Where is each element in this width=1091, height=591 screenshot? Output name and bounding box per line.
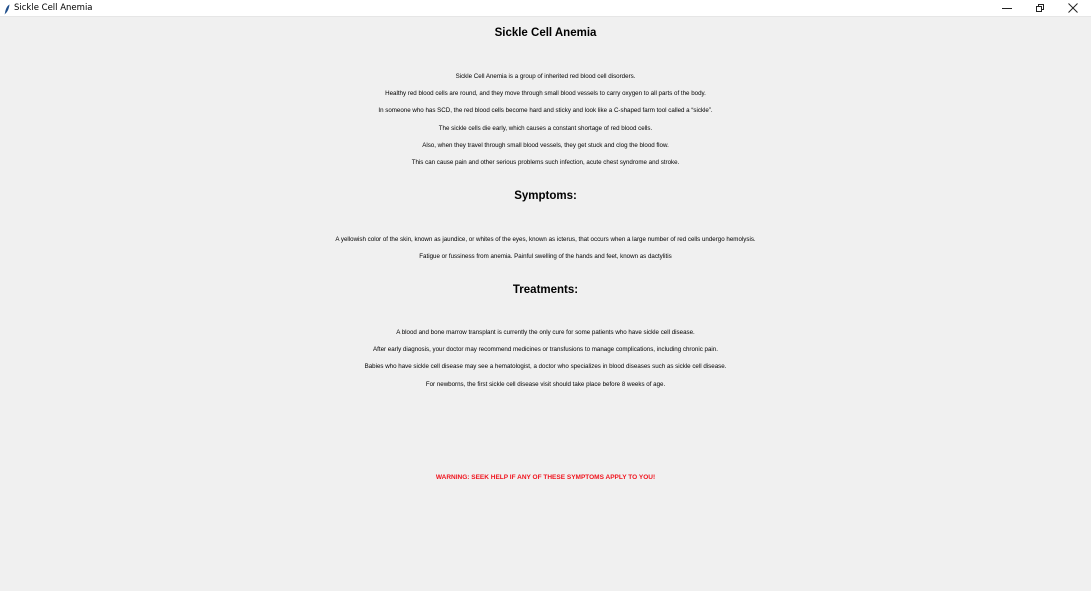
minimize-button[interactable] <box>990 0 1024 16</box>
treatments-paragraph <box>0 324 1091 393</box>
treatments-heading: Treatments: <box>512 284 579 296</box>
restore-icon <box>1035 3 1045 13</box>
symptoms-heading: Symptoms: <box>514 190 577 202</box>
warning-message: WARNING: SEEK HELP IF ANY OF THESE SYMPTOMS APPLY TO YOU! <box>435 474 656 481</box>
symptoms-paragraph <box>0 231 1091 265</box>
close-button[interactable] <box>1056 0 1090 16</box>
page-title: Sickle Cell Anemia <box>494 27 597 39</box>
treatment-line: For newborns, the first sickle cell disease visit should take place before 8 weeks of age. <box>425 380 666 388</box>
intro-line: Healthy red blood cells are round, and they move through small blood vessels to carry oxygen to all parts of the body. <box>385 90 706 98</box>
restore-button[interactable] <box>1023 0 1057 16</box>
symptom-line: A yellowish color of the skin, known as jaundice, or whites of the eyes, known as icterus, that occurs when a large number of red cells undergo hemolysis. <box>335 236 756 243</box>
feather-icon <box>4 2 10 13</box>
intro-line: Also, when they travel through small blood vessels, they get stuck and clog the blood flow. <box>422 141 669 149</box>
symptom-line: Fatigue or fussiness from anemia. Painful swelling of the hands and feet, known as dactylitis <box>419 253 672 261</box>
title-bar[interactable] <box>0 0 1091 17</box>
close-icon <box>1068 3 1078 13</box>
intro-line: In someone who has SCD, the red blood cells become hard and sticky and look like a C-shaped farm tool called a “sickle”. <box>378 107 713 115</box>
intro-paragraph <box>0 68 1091 171</box>
window-title: Sickle Cell Anemia <box>14 3 93 13</box>
intro-line: Sickle Cell Anemia is a group of inherited red blood cell disorders. <box>455 73 636 80</box>
intro-line: This can cause pain and other serious problems such infection, acute chest syndrome and stroke. <box>411 159 680 167</box>
treatment-line: Babies who have sickle cell disease may see a hematologist, a doctor who specializes in blood diseases such as sickle cell disease. <box>364 363 727 371</box>
intro-line: The sickle cells die early, which causes a constant shortage of red blood cells. <box>438 124 653 132</box>
minimize-icon <box>1002 3 1012 13</box>
treatment-line: After early diagnosis, your doctor may recommend medicines or transfusions to manage complications, including chronic pain. <box>373 346 718 354</box>
treatment-line: A blood and bone marrow transplant is currently the only cure for some patients who have sickle cell disease. <box>396 329 695 336</box>
